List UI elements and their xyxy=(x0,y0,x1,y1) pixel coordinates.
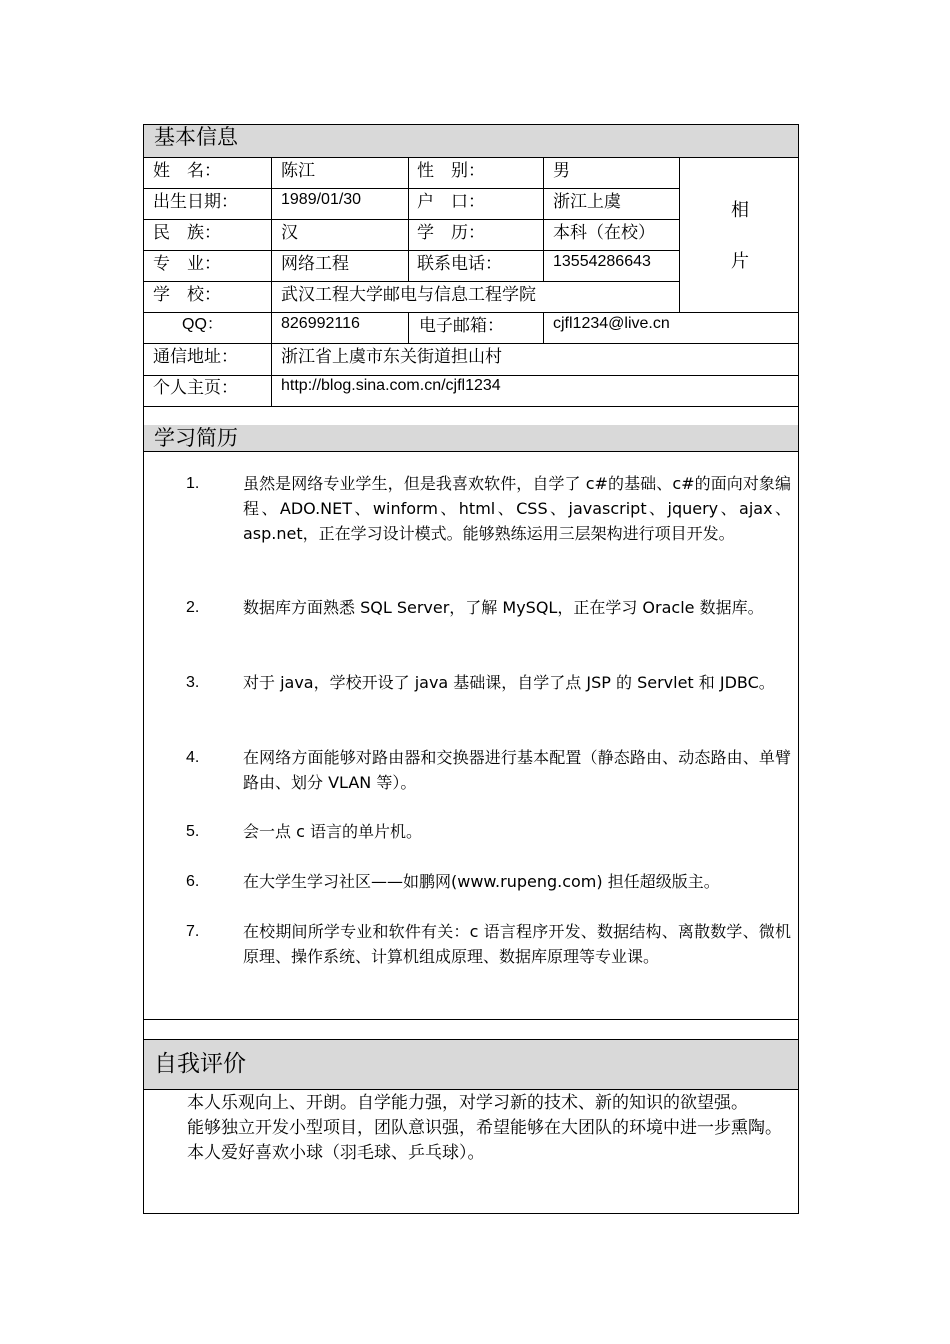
self-eval-paragraph: 能够独立开发小型项目，团队意识强，希望能够在大团队的环境中进一步熏陶。 xyxy=(187,1118,782,1138)
edu-value: 本科（在校） xyxy=(553,223,655,243)
basic-info-header xyxy=(144,125,798,158)
school-label: 学 校： xyxy=(153,285,221,305)
row-divider xyxy=(144,375,799,376)
row-divider xyxy=(144,188,679,189)
photo-label-1: 相 xyxy=(731,200,749,221)
col-divider xyxy=(543,312,544,344)
row-divider xyxy=(144,343,799,344)
study-item-text: 在大学生学习社区——如鹏网(www.rupeng.com) 担任超级版主。 xyxy=(243,872,720,891)
email-value: cjfl1234@live.cn xyxy=(553,315,670,332)
study-item-text: 数据库方面熟悉 SQL Server，了解 MySQL，正在学习 Oracle 数据库。 xyxy=(243,598,764,617)
study-item-text: 对于 java，学校开设了 java 基础课，自学了点 JSP 的 Servlet 和 JDBC。 xyxy=(243,673,775,692)
resume-table xyxy=(143,124,799,1214)
address-value: 浙江省上虞市东关街道担山村 xyxy=(281,347,502,367)
study-item-number: 2. xyxy=(186,599,200,616)
self-eval-paragraph: 本人爱好喜欢小球（羽毛球、乒乓球）。 xyxy=(187,1143,485,1163)
row-divider xyxy=(144,281,679,282)
ethnic-value: 汉 xyxy=(281,223,298,243)
self-eval-title: 自我评价 xyxy=(154,1051,246,1077)
basic-info-title: 基本信息 xyxy=(154,125,238,149)
hukou-label: 户 口： xyxy=(417,192,485,212)
row-divider xyxy=(144,219,679,220)
ethnic-label: 民 族： xyxy=(153,223,221,243)
photo-label-2: 片 xyxy=(731,251,749,272)
study-item-text: 在网络方面能够对路由器和交换器进行基本配置（静态路由、动态路由、单臂路由、划分 VLAN 等）。 xyxy=(243,748,791,792)
gender-value: 男 xyxy=(553,161,570,181)
qq-value: 826992116 xyxy=(281,315,360,332)
study-item-number: 1. xyxy=(186,475,200,492)
study-item-number: 6. xyxy=(186,873,200,890)
gender-label: 性 别： xyxy=(417,161,485,181)
col-divider xyxy=(543,158,544,282)
col-divider xyxy=(408,312,409,344)
col-divider xyxy=(679,158,680,313)
phone-label: 联系电话： xyxy=(417,254,502,274)
study-item-text: 在校期间所学专业和软件有关：c 语言程序开发、数据结构、离散数学、微机原理、操作系统、计算机组成原理、数据库原理等专业课。 xyxy=(243,922,791,966)
col-divider xyxy=(271,158,272,406)
col-divider xyxy=(408,158,409,282)
hukou-value: 浙江上虞 xyxy=(553,192,621,212)
study-item-text: 虽然是网络专业学生，但是我喜欢软件，自学了 c#的基础、c#的面向对象编程、ADO.NET、winform、html、CSS、javascript、jquery、ajax、asp.net，正在学习设计模式。能够熟练运用三层架构进行项目开发。 xyxy=(243,474,791,543)
row-divider xyxy=(144,250,679,251)
birth-value: 1989/01/30 xyxy=(281,191,362,208)
self-eval-paragraph: 本人乐观向上、开朗。自学能力强，对学习新的技术、新的知识的欲望强。 xyxy=(187,1093,748,1113)
homepage-value[interactable]: http://blog.sina.com.cn/cjfl1234 xyxy=(281,377,501,394)
row-divider xyxy=(144,312,799,313)
study-item-number: 3. xyxy=(186,674,200,691)
qq-label: QQ： xyxy=(182,316,223,333)
major-label: 专 业： xyxy=(153,254,221,274)
study-item-number: 7. xyxy=(186,923,200,940)
edu-label: 学 历： xyxy=(417,223,485,243)
phone-value: 13554286643 xyxy=(553,253,651,270)
study-item-number: 5. xyxy=(186,823,200,840)
email-label: 电子邮箱： xyxy=(419,316,504,336)
homepage-label: 个人主页： xyxy=(153,378,238,398)
study-item-text: 会一点 c 语言的单片机。 xyxy=(243,822,422,841)
birth-label: 出生日期： xyxy=(153,192,238,212)
study-header xyxy=(144,425,798,452)
study-item-number: 4. xyxy=(186,749,200,766)
row-divider xyxy=(144,406,799,407)
major-value: 网络工程 xyxy=(281,254,349,274)
self-eval-header xyxy=(144,1039,798,1090)
self-eval-body xyxy=(153,1091,790,1166)
name-label: 姓 名： xyxy=(153,161,221,181)
school-value: 武汉工程大学邮电与信息工程学院 xyxy=(281,285,536,305)
name-value: 陈江 xyxy=(281,161,315,181)
row-divider xyxy=(144,1019,799,1020)
study-title: 学习简历 xyxy=(154,426,238,450)
address-label: 通信地址： xyxy=(153,347,238,367)
